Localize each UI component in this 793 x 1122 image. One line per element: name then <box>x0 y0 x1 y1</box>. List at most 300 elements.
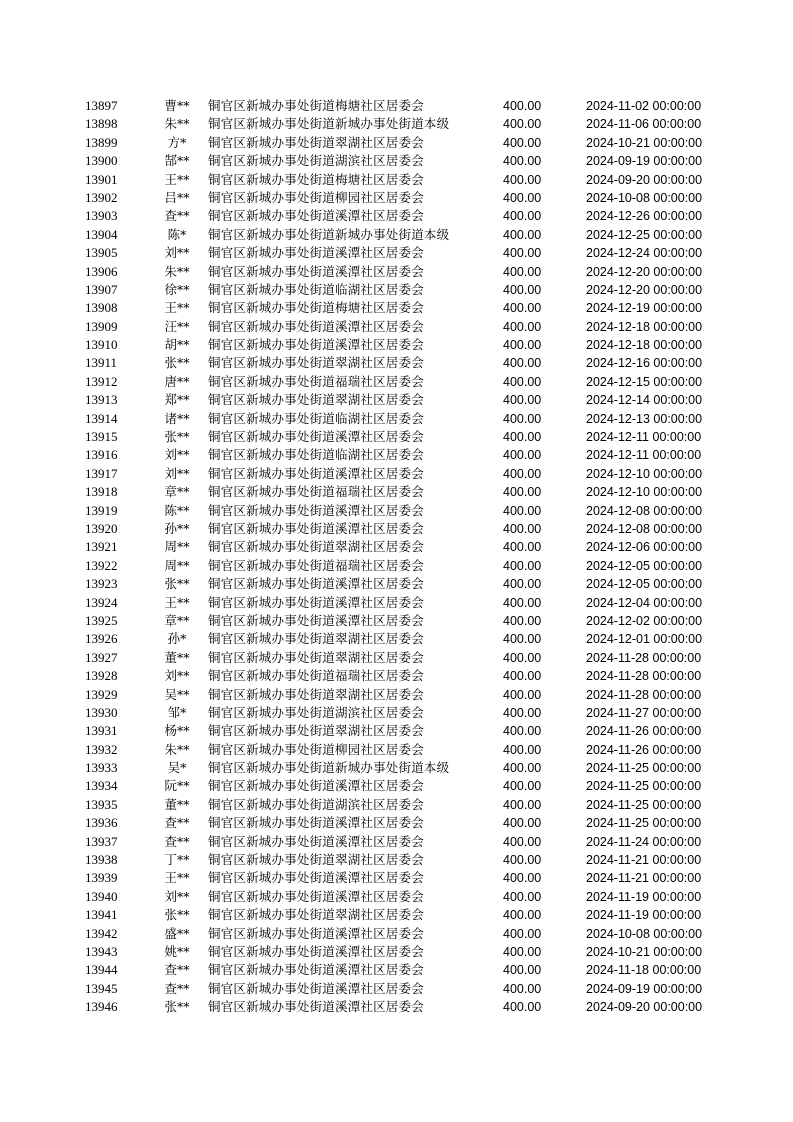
date-cell: 2024-11-18 00:00:00 <box>586 963 702 978</box>
date-cell: 2024-12-02 00:00:00 <box>586 613 703 628</box>
amount-cell: 400.00 <box>503 466 542 481</box>
date-cell: 2024-12-24 00:00:00 <box>586 246 703 261</box>
name-cell: 方* <box>167 134 187 150</box>
amount-cell: 400.00 <box>503 448 542 463</box>
id-cell: 13920 <box>85 520 118 536</box>
id-cell: 13897 <box>85 98 118 113</box>
name-cell: 吴* <box>167 760 187 776</box>
amount-cell: 400.00 <box>503 117 542 132</box>
name-cell: 杨** <box>164 723 190 739</box>
amount-cell: 400.00 <box>503 577 542 592</box>
table-row <box>0 446 793 464</box>
organization-cell: 铜官区新城办事处街道湖滨社区居委会 <box>208 796 424 812</box>
date-cell: 2024-12-19 00:00:00 <box>586 301 703 316</box>
name-cell: 周** <box>164 557 190 573</box>
organization-cell: 铜官区新城办事处街道翠湖社区居委会 <box>208 631 424 647</box>
organization-cell: 铜官区新城办事处街道临湖社区居委会 <box>208 410 424 426</box>
table-row <box>0 943 793 961</box>
name-cell: 王** <box>164 594 190 610</box>
organization-cell: 铜官区新城办事处街道福瑞社区居委会 <box>208 484 424 500</box>
date-cell: 2024-09-19 00:00:00 <box>586 981 703 996</box>
organization-cell: 铜官区新城办事处街道溪潭社区居委会 <box>208 870 424 886</box>
amount-cell: 400.00 <box>503 981 542 996</box>
amount-cell: 400.00 <box>503 761 542 776</box>
name-cell: 孙** <box>164 520 190 536</box>
id-cell: 13918 <box>85 484 118 500</box>
name-cell: 董** <box>164 796 190 812</box>
table-row <box>0 171 793 189</box>
id-cell: 13935 <box>85 796 118 812</box>
amount-cell: 400.00 <box>503 503 542 518</box>
date-cell: 2024-09-20 00:00:00 <box>586 172 703 187</box>
name-cell: 张** <box>164 576 190 592</box>
table-row <box>0 336 793 354</box>
name-cell: 刘** <box>164 465 190 481</box>
date-cell: 2024-11-02 00:00:00 <box>586 99 702 113</box>
id-cell: 13914 <box>85 410 118 426</box>
id-cell: 13900 <box>85 153 118 169</box>
table-row <box>0 483 793 501</box>
table-row <box>0 722 793 740</box>
name-cell: 朱** <box>164 741 190 757</box>
amount-cell: 400.00 <box>503 797 542 812</box>
amount-cell: 400.00 <box>503 724 542 739</box>
amount-cell: 400.00 <box>503 742 542 757</box>
table-row <box>0 649 793 667</box>
organization-cell: 铜官区新城办事处街道梅塘社区居委会 <box>208 300 424 316</box>
name-cell: 刘** <box>164 245 190 261</box>
name-cell: 查** <box>164 815 190 831</box>
subsidy-table <box>0 97 793 1017</box>
id-cell: 13921 <box>85 539 118 555</box>
organization-cell: 铜官区新城办事处街道溪潭社区居委会 <box>208 943 424 959</box>
name-cell: 张** <box>164 429 190 445</box>
amount-cell: 400.00 <box>503 99 542 113</box>
amount-cell: 400.00 <box>503 816 542 831</box>
organization-cell: 铜官区新城办事处街道溪潭社区居委会 <box>208 888 424 904</box>
id-cell: 13922 <box>85 557 118 573</box>
organization-cell: 铜官区新城办事处街道溪潭社区居委会 <box>208 465 424 481</box>
id-cell: 13909 <box>85 318 118 334</box>
name-cell: 姚** <box>164 943 190 959</box>
name-cell: 陈* <box>167 226 187 242</box>
date-cell: 2024-11-25 00:00:00 <box>586 779 702 794</box>
name-cell: 诸** <box>164 410 190 426</box>
date-cell: 2024-12-15 00:00:00 <box>586 374 703 389</box>
id-cell: 13908 <box>85 300 118 316</box>
date-cell: 2024-10-08 00:00:00 <box>586 926 703 941</box>
organization-cell: 铜官区新城办事处街道溪潭社区居委会 <box>208 263 424 279</box>
id-cell: 13944 <box>85 962 118 978</box>
name-cell: 丁** <box>164 852 190 868</box>
organization-cell: 铜官区新城办事处街道溪潭社区居委会 <box>208 429 424 445</box>
organization-cell: 铜官区新城办事处街道溪潭社区居委会 <box>208 245 424 261</box>
date-cell: 2024-12-10 00:00:00 <box>586 466 703 481</box>
amount-cell: 400.00 <box>503 834 542 849</box>
amount-cell: 400.00 <box>503 190 542 205</box>
table-row <box>0 796 793 814</box>
date-cell: 2024-12-01 00:00:00 <box>586 632 703 647</box>
table-row <box>0 410 793 428</box>
organization-cell: 铜官区新城办事处街道溪潭社区居委会 <box>208 502 424 518</box>
table-row <box>0 263 793 281</box>
amount-cell: 400.00 <box>503 227 542 242</box>
id-cell: 13923 <box>85 576 118 592</box>
organization-cell: 铜官区新城办事处街道福瑞社区居委会 <box>208 668 424 684</box>
table-row <box>0 851 793 869</box>
table-row <box>0 134 793 152</box>
organization-cell: 铜官区新城办事处街道新城办事处街道本级 <box>208 760 450 776</box>
amount-cell: 400.00 <box>503 558 542 573</box>
date-cell: 2024-10-21 00:00:00 <box>586 135 703 150</box>
amount-cell: 400.00 <box>503 889 542 904</box>
table-row <box>0 226 793 244</box>
date-cell: 2024-12-25 00:00:00 <box>586 227 703 242</box>
name-cell: 查** <box>164 980 190 996</box>
date-cell: 2024-12-20 00:00:00 <box>586 264 703 279</box>
name-cell: 陈** <box>164 502 190 518</box>
amount-cell: 400.00 <box>503 356 542 371</box>
table-row <box>0 299 793 317</box>
id-cell: 13924 <box>85 594 118 610</box>
table-row <box>0 281 793 299</box>
id-cell: 13913 <box>85 392 118 408</box>
date-cell: 2024-11-28 00:00:00 <box>586 687 702 702</box>
name-cell: 张** <box>164 907 190 923</box>
organization-cell: 铜官区新城办事处街道溪潭社区居委会 <box>208 980 424 996</box>
name-cell: 阮** <box>164 778 190 794</box>
date-cell: 2024-11-19 00:00:00 <box>586 908 702 923</box>
table-row <box>0 759 793 777</box>
organization-cell: 铜官区新城办事处街道柳园社区居委会 <box>208 189 424 205</box>
date-cell: 2024-11-26 00:00:00 <box>586 724 702 739</box>
id-cell: 13933 <box>85 760 118 776</box>
organization-cell: 铜官区新城办事处街道翠湖社区居委会 <box>208 723 424 739</box>
table-row <box>0 391 793 409</box>
name-cell: 董** <box>164 649 190 665</box>
table-row <box>0 373 793 391</box>
table-row <box>0 152 793 170</box>
date-cell: 2024-11-25 00:00:00 <box>586 797 702 812</box>
name-cell: 王** <box>164 300 190 316</box>
id-cell: 13928 <box>85 668 118 684</box>
amount-cell: 400.00 <box>503 301 542 316</box>
date-cell: 2024-12-16 00:00:00 <box>586 356 703 371</box>
table-row <box>0 833 793 851</box>
amount-cell: 400.00 <box>503 926 542 941</box>
date-cell: 2024-11-28 00:00:00 <box>586 650 702 665</box>
date-cell: 2024-11-19 00:00:00 <box>586 889 702 904</box>
name-cell: 查** <box>164 833 190 849</box>
name-cell: 刘** <box>164 447 190 463</box>
table-row <box>0 318 793 336</box>
table-row <box>0 630 793 648</box>
date-cell: 2024-12-11 00:00:00 <box>586 448 702 463</box>
organization-cell: 铜官区新城办事处街道溪潭社区居委会 <box>208 318 424 334</box>
id-cell: 13927 <box>85 649 118 665</box>
organization-cell: 铜官区新城办事处街道溪潭社区居委会 <box>208 576 424 592</box>
id-cell: 13902 <box>85 189 118 205</box>
name-cell: 章** <box>164 484 190 500</box>
id-cell: 13941 <box>85 907 118 923</box>
amount-cell: 400.00 <box>503 374 542 389</box>
organization-cell: 铜官区新城办事处街道翠湖社区居委会 <box>208 852 424 868</box>
organization-cell: 铜官区新城办事处街道溪潭社区居委会 <box>208 962 424 978</box>
amount-cell: 400.00 <box>503 1000 542 1015</box>
organization-cell: 铜官区新城办事处街道翠湖社区居委会 <box>208 686 424 702</box>
date-cell: 2024-12-05 00:00:00 <box>586 558 703 573</box>
organization-cell: 铜官区新城办事处街道溪潭社区居委会 <box>208 925 424 941</box>
organization-cell: 铜官区新城办事处街道翠湖社区居委会 <box>208 392 424 408</box>
amount-cell: 400.00 <box>503 393 542 408</box>
date-cell: 2024-12-10 00:00:00 <box>586 485 703 500</box>
id-cell: 13912 <box>85 373 118 389</box>
amount-cell: 400.00 <box>503 595 542 610</box>
date-cell: 2024-11-25 00:00:00 <box>586 761 702 776</box>
date-cell: 2024-11-25 00:00:00 <box>586 816 702 831</box>
id-cell: 13931 <box>85 723 118 739</box>
organization-cell: 铜官区新城办事处街道翠湖社区居委会 <box>208 907 424 923</box>
table-row <box>0 502 793 520</box>
amount-cell: 400.00 <box>503 687 542 702</box>
name-cell: 周** <box>164 539 190 555</box>
table-row <box>0 189 793 207</box>
organization-cell: 铜官区新城办事处街道溪潭社区居委会 <box>208 778 424 794</box>
amount-cell: 400.00 <box>503 650 542 665</box>
amount-cell: 400.00 <box>503 430 542 445</box>
organization-cell: 铜官区新城办事处街道福瑞社区居委会 <box>208 557 424 573</box>
id-cell: 13937 <box>85 833 118 849</box>
organization-cell: 铜官区新城办事处街道新城办事处街道本级 <box>208 116 450 132</box>
table-row <box>0 998 793 1016</box>
table-row <box>0 354 793 372</box>
table-row <box>0 115 793 133</box>
table-row <box>0 207 793 225</box>
date-cell: 2024-11-21 00:00:00 <box>586 853 702 868</box>
name-cell: 邹* <box>167 704 187 720</box>
table-row <box>0 428 793 446</box>
name-cell: 刘** <box>164 668 190 684</box>
id-cell: 13910 <box>85 337 118 353</box>
amount-cell: 400.00 <box>503 613 542 628</box>
table-row <box>0 980 793 998</box>
date-cell: 2024-11-06 00:00:00 <box>586 117 702 132</box>
date-cell: 2024-11-28 00:00:00 <box>586 669 702 684</box>
organization-cell: 铜官区新城办事处街道翠湖社区居委会 <box>208 649 424 665</box>
id-cell: 13934 <box>85 778 118 794</box>
id-cell: 13939 <box>85 870 118 886</box>
amount-cell: 400.00 <box>503 853 542 868</box>
name-cell: 刘** <box>164 888 190 904</box>
name-cell: 王** <box>164 171 190 187</box>
organization-cell: 铜官区新城办事处街道湖滨社区居委会 <box>208 704 424 720</box>
organization-cell: 铜官区新城办事处街道溪潭社区居委会 <box>208 337 424 353</box>
date-cell: 2024-12-13 00:00:00 <box>586 411 703 426</box>
amount-cell: 400.00 <box>503 172 542 187</box>
date-cell: 2024-12-18 00:00:00 <box>586 319 703 334</box>
amount-cell: 400.00 <box>503 632 542 647</box>
name-cell: 郜** <box>164 153 190 169</box>
id-cell: 13946 <box>85 999 118 1015</box>
organization-cell: 铜官区新城办事处街道临湖社区居委会 <box>208 447 424 463</box>
amount-cell: 400.00 <box>503 871 542 886</box>
name-cell: 朱** <box>164 263 190 279</box>
organization-cell: 铜官区新城办事处街道溪潭社区居委会 <box>208 612 424 628</box>
table-row <box>0 612 793 630</box>
organization-cell: 铜官区新城办事处街道溪潭社区居委会 <box>208 999 424 1015</box>
date-cell: 2024-12-26 00:00:00 <box>586 209 703 224</box>
organization-cell: 铜官区新城办事处街道翠湖社区居委会 <box>208 134 424 150</box>
table-row <box>0 869 793 887</box>
date-cell: 2024-10-08 00:00:00 <box>586 190 703 205</box>
name-cell: 郑** <box>164 392 190 408</box>
organization-cell: 铜官区新城办事处街道溪潭社区居委会 <box>208 520 424 536</box>
id-cell: 13903 <box>85 208 118 224</box>
id-cell: 13926 <box>85 631 118 647</box>
date-cell: 2024-12-18 00:00:00 <box>586 338 703 353</box>
id-cell: 13942 <box>85 925 118 941</box>
table-row <box>0 704 793 722</box>
amount-cell: 400.00 <box>503 944 542 959</box>
amount-cell: 400.00 <box>503 540 542 555</box>
amount-cell: 400.00 <box>503 779 542 794</box>
organization-cell: 铜官区新城办事处街道溪潭社区居委会 <box>208 594 424 610</box>
id-cell: 13938 <box>85 852 118 868</box>
organization-cell: 铜官区新城办事处街道溪潭社区居委会 <box>208 208 424 224</box>
name-cell: 吕** <box>164 189 190 205</box>
organization-cell: 铜官区新城办事处街道柳园社区居委会 <box>208 741 424 757</box>
id-cell: 13943 <box>85 943 118 959</box>
name-cell: 胡** <box>164 337 190 353</box>
id-cell: 13907 <box>85 281 118 297</box>
amount-cell: 400.00 <box>503 705 542 720</box>
table-row <box>0 538 793 556</box>
amount-cell: 400.00 <box>503 485 542 500</box>
date-cell: 2024-12-20 00:00:00 <box>586 282 703 297</box>
date-cell: 2024-12-06 00:00:00 <box>586 540 703 555</box>
name-cell: 查** <box>164 962 190 978</box>
id-cell: 13919 <box>85 502 118 518</box>
id-cell: 13915 <box>85 429 118 445</box>
table-row <box>0 520 793 538</box>
table-row <box>0 667 793 685</box>
table-row <box>0 777 793 795</box>
name-cell: 张** <box>164 999 190 1015</box>
amount-cell: 400.00 <box>503 154 542 169</box>
date-cell: 2024-09-19 00:00:00 <box>586 154 703 169</box>
table-row <box>0 557 793 575</box>
id-cell: 13925 <box>85 612 118 628</box>
date-cell: 2024-12-08 00:00:00 <box>586 521 703 536</box>
organization-cell: 铜官区新城办事处街道临湖社区居委会 <box>208 281 424 297</box>
name-cell: 吴** <box>164 686 190 702</box>
table-row <box>0 244 793 262</box>
id-cell: 13904 <box>85 226 118 242</box>
amount-cell: 400.00 <box>503 669 542 684</box>
amount-cell: 400.00 <box>503 282 542 297</box>
organization-cell: 铜官区新城办事处街道翠湖社区居委会 <box>208 355 424 371</box>
name-cell: 盛** <box>164 925 190 941</box>
name-cell: 张** <box>164 355 190 371</box>
name-cell: 唐** <box>164 373 190 389</box>
id-cell: 13917 <box>85 465 118 481</box>
name-cell: 徐** <box>164 281 190 297</box>
id-cell: 13905 <box>85 245 118 261</box>
id-cell: 13945 <box>85 980 118 996</box>
table-row <box>0 741 793 759</box>
date-cell: 2024-12-04 00:00:00 <box>586 595 703 610</box>
organization-cell: 铜官区新城办事处街道福瑞社区居委会 <box>208 373 424 389</box>
table-row <box>0 906 793 924</box>
organization-cell: 铜官区新城办事处街道梅塘社区居委会 <box>208 171 424 187</box>
date-cell: 2024-12-05 00:00:00 <box>586 577 703 592</box>
id-cell: 13906 <box>85 263 118 279</box>
table-row <box>0 594 793 612</box>
amount-cell: 400.00 <box>503 209 542 224</box>
amount-cell: 400.00 <box>503 135 542 150</box>
table-row <box>0 97 793 115</box>
date-cell: 2024-09-20 00:00:00 <box>586 1000 703 1015</box>
table-row <box>0 814 793 832</box>
amount-cell: 400.00 <box>503 908 542 923</box>
organization-cell: 铜官区新城办事处街道湖滨社区居委会 <box>208 153 424 169</box>
table-row <box>0 686 793 704</box>
name-cell: 章** <box>164 612 190 628</box>
table-row <box>0 465 793 483</box>
table-row <box>0 575 793 593</box>
id-cell: 13929 <box>85 686 118 702</box>
amount-cell: 400.00 <box>503 264 542 279</box>
name-cell: 查** <box>164 208 190 224</box>
id-cell: 13932 <box>85 741 118 757</box>
date-cell: 2024-12-08 00:00:00 <box>586 503 703 518</box>
name-cell: 孙* <box>167 631 187 647</box>
amount-cell: 400.00 <box>503 963 542 978</box>
date-cell: 2024-11-21 00:00:00 <box>586 871 702 886</box>
name-cell: 汪** <box>164 318 190 334</box>
date-cell: 2024-11-26 00:00:00 <box>586 742 702 757</box>
id-cell: 13930 <box>85 704 118 720</box>
date-cell: 2024-11-24 00:00:00 <box>586 834 702 849</box>
date-cell: 2024-10-21 00:00:00 <box>586 944 703 959</box>
organization-cell: 铜官区新城办事处街道溪潭社区居委会 <box>208 833 424 849</box>
date-cell: 2024-11-27 00:00:00 <box>586 705 702 720</box>
id-cell: 13899 <box>85 134 118 150</box>
organization-cell: 铜官区新城办事处街道梅塘社区居委会 <box>208 98 424 113</box>
id-cell: 13940 <box>85 888 118 904</box>
name-cell: 朱** <box>164 116 190 132</box>
amount-cell: 400.00 <box>503 521 542 536</box>
id-cell: 13901 <box>85 171 118 187</box>
organization-cell: 铜官区新城办事处街道溪潭社区居委会 <box>208 815 424 831</box>
id-cell: 13898 <box>85 116 118 132</box>
date-cell: 2024-12-11 00:00:00 <box>586 430 702 445</box>
amount-cell: 400.00 <box>503 411 542 426</box>
table-row <box>0 925 793 943</box>
table-row <box>0 961 793 979</box>
id-cell: 13916 <box>85 447 118 463</box>
table-row <box>0 888 793 906</box>
amount-cell: 400.00 <box>503 246 542 261</box>
date-cell: 2024-12-14 00:00:00 <box>586 393 703 408</box>
name-cell: 曹** <box>164 98 190 113</box>
id-cell: 13911 <box>85 355 118 371</box>
organization-cell: 铜官区新城办事处街道新城办事处街道本级 <box>208 226 450 242</box>
id-cell: 13936 <box>85 815 118 831</box>
name-cell: 王** <box>164 870 190 886</box>
organization-cell: 铜官区新城办事处街道翠湖社区居委会 <box>208 539 424 555</box>
amount-cell: 400.00 <box>503 319 542 334</box>
